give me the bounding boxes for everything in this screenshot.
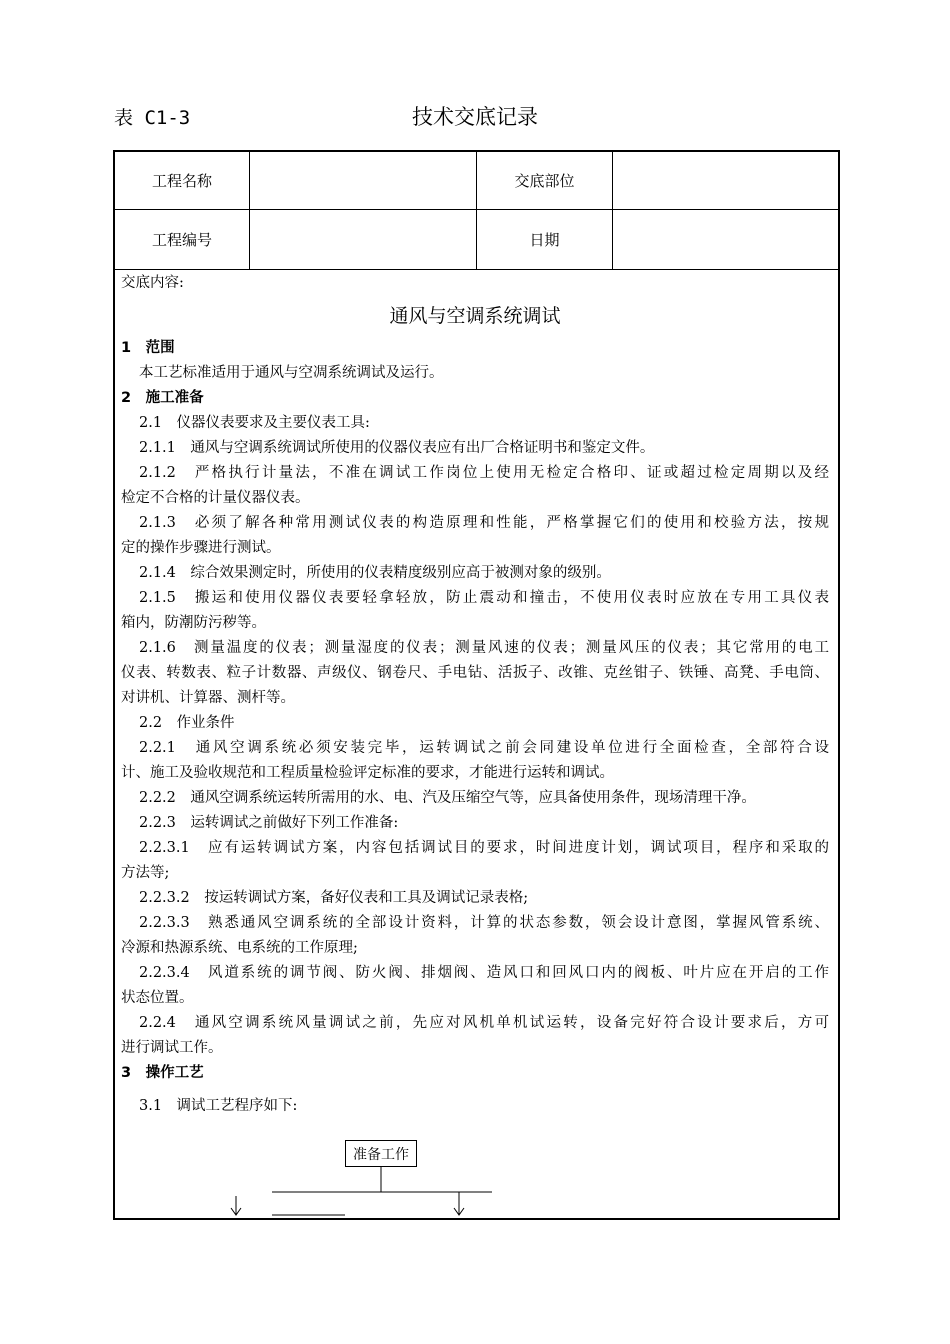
paragraph: 2.2 作业条件 bbox=[139, 715, 235, 731]
paragraph-cont: 方法等; bbox=[121, 865, 170, 881]
paragraph: 2.2.1 通风空调系统必须安装完毕，运转调试之前会同建设单位进行全面检查，全部符合设 bbox=[139, 740, 829, 756]
paragraph-cont: 状态位置。 bbox=[121, 990, 194, 1006]
paragraph-cont: 进行调试工作。 bbox=[121, 1040, 223, 1056]
paragraph-cont: 冷源和热源系统、电系统的工作原理; bbox=[121, 940, 358, 956]
paragraph: 2.1.6 测量温度的仪表；测量湿度的仪表；测量风速的仪表；测量风压的仪表；其它常用的电工 bbox=[139, 640, 829, 656]
paragraph: 3.1 调试工艺程序如下: bbox=[139, 1098, 298, 1114]
project-name-field[interactable] bbox=[250, 152, 476, 209]
paragraph-cont: 对讲机、计算器、测杆等。 bbox=[121, 690, 295, 706]
flowchart-start-box bbox=[345, 1140, 417, 1167]
project-number-field[interactable] bbox=[250, 210, 476, 269]
paragraph: 2.2.3.4 风道系统的调节阀、防火阀、排烟阀、造风口和回风口内的阀板、叶片应在开启的工作 bbox=[139, 965, 829, 981]
heading-scope: 1 范围 bbox=[121, 340, 175, 356]
handover-content bbox=[121, 271, 829, 1119]
flowchart-start-label: 准备工作 bbox=[353, 1146, 409, 1163]
heading-preparation: 2 施工准备 bbox=[121, 390, 204, 406]
paragraph: 2.2.3.1 应有运转调试方案，内容包括调试目的要求，时间进度计划，调试项目，程序和采取的 bbox=[139, 840, 829, 856]
flowchart-connectors bbox=[220, 1166, 510, 1216]
paragraph-cont: 检定不合格的计量仪器仪表。 bbox=[121, 490, 310, 506]
form-number: 表 C1-3 bbox=[114, 107, 191, 129]
paragraph-cont: 定的操作步骤进行测试。 bbox=[121, 540, 281, 556]
paragraph: 2.2.3.2 按运转调试方案，备好仪表和工具及调试记录表格; bbox=[139, 890, 529, 906]
section-title: 通风与空调系统调试 bbox=[389, 305, 561, 327]
paragraph: 2.1.4 综合效果测定时，所使用的仪表精度级别应高于被测对象的级别。 bbox=[139, 565, 611, 581]
handover-part-label: 交底部位 bbox=[514, 172, 575, 190]
paragraph: 2.1.1 通风与空调系统调试所使用的仪器仪表应有出厂合格证明书和鉴定文件。 bbox=[139, 440, 655, 456]
project-name-label: 工程名称 bbox=[151, 172, 212, 190]
heading-process: 3 操作工艺 bbox=[121, 1065, 204, 1081]
paragraph: 2.1.3 必须了解各种常用测试仪表的构造原理和性能，严格掌握它们的使用和校验方法，按规 bbox=[139, 515, 829, 531]
paragraph: 2.1.2 严格执行计量法，不准在调试工作岗位上使用无检定合格印、证或超过检定周期以及经 bbox=[139, 465, 829, 481]
document-title: 技术交底记录 bbox=[412, 105, 538, 129]
handover-part-field[interactable] bbox=[613, 152, 838, 209]
paragraph: 2.2.3 运转调试之前做好下列工作准备: bbox=[139, 815, 399, 831]
content-label: 交底内容: bbox=[121, 275, 184, 291]
paragraph: 2.2.4 通风空调系统风量调试之前，先应对风机单机试运转，设备完好符合设计要求后，方可 bbox=[139, 1015, 829, 1031]
paragraph: 2.1 仪器仪表要求及主要仪表工具: bbox=[139, 415, 370, 431]
project-number-label: 工程编号 bbox=[151, 231, 212, 249]
paragraph-cont: 计、施工及验收规范和工程质量检验评定标准的要求，才能进行运转和调试。 bbox=[121, 765, 614, 781]
paragraph-cont: 仪表、转数表、粒子计数器、声级仪、钢卷尺、手电钻、活扳子、改锥、克丝钳子、铁锤、高凳、手电筒、 bbox=[121, 665, 829, 681]
paragraph: 2.2.3.3 熟悉通风空调系统的全部设计资料，计算的状态参数，领会设计意图，掌握风管系统、 bbox=[139, 915, 829, 931]
paragraph: 2.1.5 搬运和使用仪器仪表要轻拿轻放，防止震动和撞击，不使用仪表时应放在专用工具仪表 bbox=[139, 590, 829, 606]
paragraph: 2.2.2 通风空调系统运转所需用的水、电、汽及压缩空气等，应具备使用条件，现场清理干净。 bbox=[139, 790, 756, 806]
paragraph: 本工艺标准适用于通风与空凋系统调试及运行。 bbox=[139, 365, 444, 381]
row-divider bbox=[115, 269, 838, 270]
date-label: 日期 bbox=[529, 231, 560, 249]
paragraph-cont: 箱内，防潮防污秽等。 bbox=[121, 615, 266, 631]
date-field[interactable] bbox=[613, 210, 838, 269]
